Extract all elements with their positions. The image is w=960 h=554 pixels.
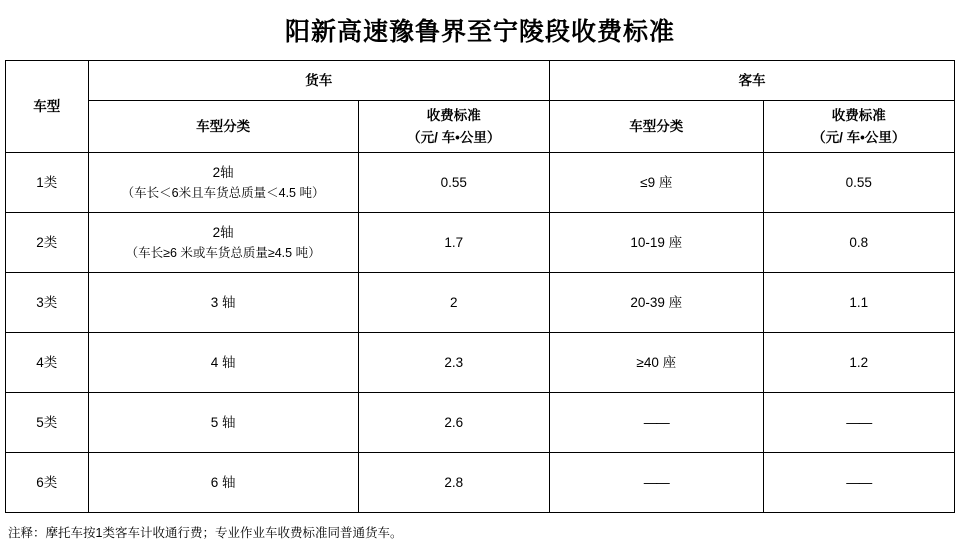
cell-bus-fee: 1.1 (763, 273, 954, 333)
header-cell-bus-fee (763, 101, 954, 153)
truck-class-note: （车长＜6米且车货总质量＜4.5 吨） (121, 186, 325, 201)
cell-bus-class: ≥40 座 (549, 333, 763, 393)
table-row (6, 273, 955, 333)
header-cell-cartype: 车型 (6, 61, 89, 153)
cell-truck-class (88, 153, 358, 213)
row-label: 3类 (6, 273, 89, 333)
table-row (6, 393, 955, 453)
cell-truck-fee: 0.55 (358, 153, 549, 213)
table-header-row-sub (6, 101, 955, 153)
table-row (6, 453, 955, 513)
truck-fee-line2: （元/ 车•公里） (407, 129, 501, 145)
bus-fee-line2: （元/ 车•公里） (812, 129, 906, 145)
table-header-row-group (6, 61, 955, 101)
cell-truck-class (88, 333, 358, 393)
row-label: 2类 (6, 213, 89, 273)
header-cell-truck-class: 车型分类 (88, 101, 358, 153)
cell-bus-class: —— (549, 453, 763, 513)
row-label: 6类 (6, 453, 89, 513)
truck-class-main: 2轴 (212, 164, 234, 180)
truck-class-main: 5 轴 (210, 414, 236, 430)
truck-class-main: 4 轴 (210, 354, 236, 370)
toll-fee-table (5, 60, 955, 513)
cell-truck-class (88, 453, 358, 513)
header-cell-truck-group: 货车 (88, 61, 549, 101)
cell-bus-class: 10-19 座 (549, 213, 763, 273)
header-cell-bus-group: 客车 (549, 61, 954, 101)
truck-class-main: 2轴 (212, 224, 234, 240)
cell-truck-fee: 2.3 (358, 333, 549, 393)
bus-fee-line1: 收费标准 (831, 108, 886, 123)
row-label: 4类 (6, 333, 89, 393)
cell-bus-class: —— (549, 393, 763, 453)
table-row (6, 153, 955, 213)
header-cell-bus-class: 车型分类 (549, 101, 763, 153)
cell-bus-fee: —— (763, 393, 954, 453)
cell-bus-fee: —— (763, 453, 954, 513)
cell-bus-fee: 0.55 (763, 153, 954, 213)
cell-bus-fee: 0.8 (763, 213, 954, 273)
cell-truck-fee: 2 (358, 273, 549, 333)
header-cell-truck-fee (358, 101, 549, 153)
cell-truck-class (88, 273, 358, 333)
table-row (6, 333, 955, 393)
row-label: 1类 (6, 153, 89, 213)
cell-bus-class: 20-39 座 (549, 273, 763, 333)
cell-truck-fee: 1.7 (358, 213, 549, 273)
table-footnote: 注释：摩托车按1类客车计收通行费；专业作业车收费标准同普通货车。 (8, 526, 403, 541)
truck-class-main: 3 轴 (210, 294, 236, 310)
cell-bus-fee: 1.2 (763, 333, 954, 393)
cell-truck-class (88, 213, 358, 273)
cell-truck-fee: 2.8 (358, 453, 549, 513)
truck-class-main: 6 轴 (210, 474, 236, 490)
truck-class-note: （车长≥6 米或车货总质量≥4.5 吨） (125, 246, 321, 261)
cell-truck-class (88, 393, 358, 453)
cell-truck-fee: 2.6 (358, 393, 549, 453)
page-title: 阳新高速豫鲁界至宁陵段收费标准 (284, 18, 675, 46)
row-label: 5类 (6, 393, 89, 453)
table-row (6, 213, 955, 273)
cell-bus-class: ≤9 座 (549, 153, 763, 213)
truck-fee-line1: 收费标准 (426, 108, 481, 123)
